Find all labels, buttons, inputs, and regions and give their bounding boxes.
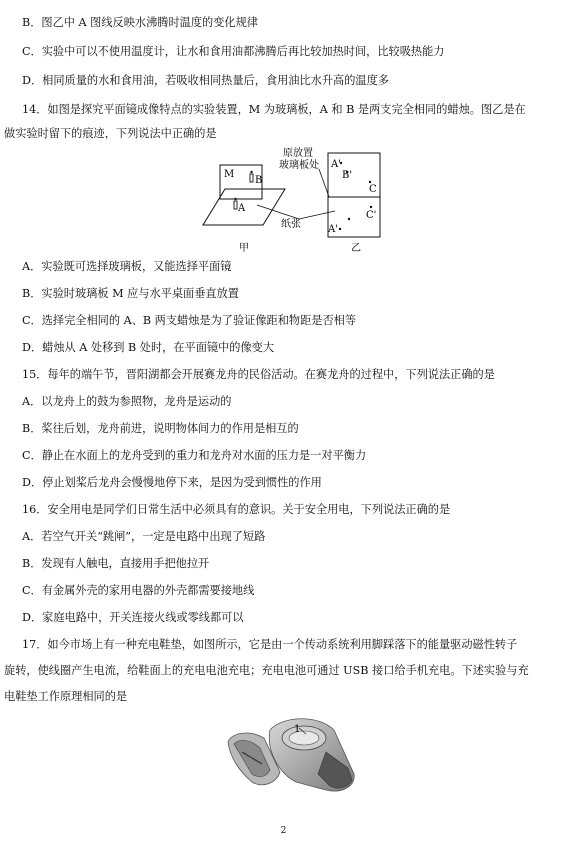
- label-1: 1: [294, 724, 301, 735]
- q16-stem: 16．安全用电是同学们日常生活中必须具有的意识。关于安全用电，下列说法正确的是: [22, 503, 451, 516]
- q14-stem-line2: 做实验时留下的痕迹，下列说法中正确的是: [4, 127, 217, 140]
- q16-option-a: A．若空气开关“跳闸”，一定是电路中出现了短路: [22, 530, 266, 543]
- q14-option-a: A．实验既可选择玻璃板，又能选择平面镜: [22, 260, 232, 273]
- q13-option-d: D．相同质量的水和食用油，若吸收相同热量后，食用油比水升高的温度多: [22, 74, 389, 87]
- pt-c-prime-bot: C': [366, 210, 377, 221]
- candle-b: [250, 174, 253, 182]
- q14-stem-line1: 14．如图是探究平面镜成像特点的实验装置，M 为玻璃板，A 和 B 是两支完全相同的蜡烛。图乙是在: [22, 103, 526, 116]
- q15-option-a: A．以龙舟上的鼓为参照物，龙舟是运动的: [22, 395, 232, 408]
- q13-option-b: B．图乙中 A 图线反映水沸腾时温度的变化规律: [22, 16, 258, 29]
- pt-c-top: C: [369, 184, 377, 195]
- pt-b-prime-top: B': [342, 170, 353, 181]
- label-yi: 乙: [351, 243, 361, 254]
- page-number: 2: [280, 826, 287, 836]
- q15-stem: 15．每年的端午节，晋阳湖都会开展赛龙舟的民俗活动。在赛龙舟的过程中，下列说法正确的是: [22, 368, 495, 381]
- label-b: B: [255, 175, 263, 186]
- candle-a: [234, 201, 237, 209]
- q16-option-b: B．发现有人触电，直接用手把他拉开: [22, 557, 210, 570]
- label-m: M: [224, 169, 235, 180]
- label-a: A: [238, 203, 246, 214]
- label-zhizhang: 纸张: [281, 219, 301, 230]
- pt-a-prime-top: A': [331, 159, 341, 170]
- q15-option-d: D．停止划桨后龙舟会慢慢地停下来，是因为受到惯性的作用: [22, 476, 322, 489]
- q16-option-d: D．家庭电路中，开关连接火线或零线都可以: [22, 611, 244, 624]
- q17-figure: [222, 712, 362, 796]
- label-jia: 甲: [239, 243, 249, 254]
- q14-option-b: B．实验时玻璃板 M 应与水平桌面垂直放置: [22, 287, 239, 300]
- label-orig-1: 原放置: [283, 148, 313, 159]
- q14-option-d: D．蜡烛从 A 处移到 B 处时，在平面镜中的像变大: [22, 341, 275, 354]
- q16-option-c: C．有金属外壳的家用电器的外壳都需要接地线: [22, 584, 255, 597]
- q14-option-c: C．选择完全相同的 A、B 两支蜡烛是为了验证像距和物距是否相等: [22, 314, 357, 327]
- q15-option-b: B．桨往后划，龙舟前进，说明物体间力的作用是相互的: [22, 422, 299, 435]
- q17-stem-line3: 电鞋垫工作原理相同的是: [4, 690, 128, 703]
- q13-option-c: C．实验中可以不使用温度计，让水和食用油都沸腾后再比较加热时间，比较吸热能力: [22, 45, 445, 58]
- label-orig-2: 玻璃板处: [279, 160, 319, 171]
- q15-option-c: C．静止在水面上的龙舟受到的重力和龙舟对水面的压力是一对平衡力: [22, 449, 367, 462]
- q17-stem-line1: 17．如今市场上有一种充电鞋垫，如图所示，它是由一个传动系统利用脚踩落下的能量驱动磁性转子: [22, 638, 518, 651]
- q17-stem-line2: 旋转，使线圈产生电流，给鞋面上的充电电池充电；充电电池可通过 USB 接口给手机充电。下述实验与充: [4, 664, 529, 677]
- q14-figure: [195, 145, 395, 257]
- pt-a-prime-bot: A': [328, 224, 338, 235]
